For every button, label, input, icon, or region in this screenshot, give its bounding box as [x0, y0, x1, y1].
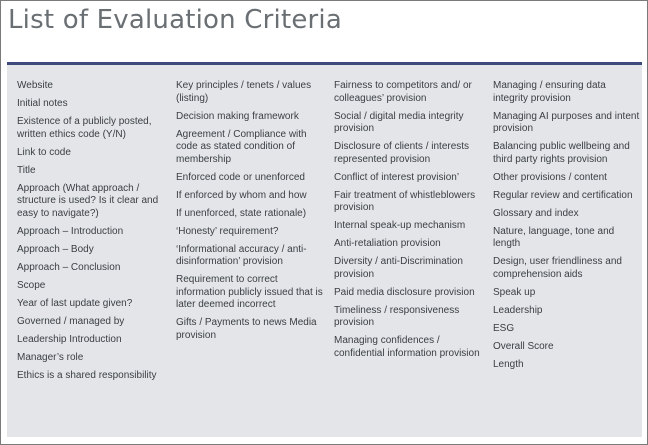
- criteria-item: Title: [17, 164, 36, 176]
- criteria-column-1: [17, 80, 167, 388]
- criteria-item: Year of last update given?: [17, 297, 133, 309]
- criteria-item: Anti-retaliation provision: [334, 238, 441, 249]
- criteria-item: Approach – Conclusion: [17, 261, 121, 273]
- criteria-item: Agreement / Compliance with code as stated condition of membership: [176, 128, 307, 165]
- criteria-item: If enforced by whom and how: [176, 189, 307, 201]
- criteria-item: ‘Honesty’ requirement?: [176, 225, 279, 237]
- criteria-item: Manager’s role: [17, 351, 84, 363]
- criteria-item: Link to code: [17, 146, 71, 158]
- criteria-item: Approach – Introduction: [17, 225, 124, 237]
- criteria-item: Speak up: [493, 286, 536, 298]
- criteria-item: Existence of a publicly posted, written ethics code (Y/N): [17, 116, 152, 140]
- criteria-item: Website: [17, 80, 53, 91]
- criteria-item: If unenforced, state rationale): [176, 207, 307, 219]
- criteria-item: Length: [493, 358, 524, 370]
- criteria-item: Ethics is a shared responsibility: [17, 369, 157, 381]
- criteria-item: Regular review and certification: [493, 189, 633, 201]
- criteria-item: Glossary and index: [493, 207, 579, 219]
- criteria-item: ESG: [493, 322, 515, 334]
- criteria-item: Initial notes: [17, 98, 68, 109]
- criteria-item: Balancing public wellbeing and third party rights provision: [493, 141, 630, 165]
- criteria-item: Enforced code or unenforced: [176, 171, 305, 183]
- criteria-item: Leadership Introduction: [17, 333, 122, 345]
- criteria-item: Diversity / anti-Discrimination provision: [334, 256, 463, 280]
- criteria-item: Disclosure of clients / interests represented provision: [334, 141, 470, 165]
- criteria-item: Internal speak-up mechanism: [334, 220, 466, 231]
- criteria-item: Approach (What approach / structure is used? Is it clear and easy to navigate?): [17, 182, 159, 219]
- criteria-item: Fair treatment of whistleblowers provision: [334, 189, 476, 213]
- criteria-item: Gifts / Payments to news Media provision: [176, 317, 317, 341]
- criteria-column-3: [334, 80, 484, 366]
- criteria-column-2: [176, 80, 326, 348]
- criteria-item: Managing / ensuring data integrity provision: [493, 80, 606, 104]
- criteria-item: Leadership: [493, 304, 543, 316]
- criteria-item: Governed / managed by: [17, 315, 125, 327]
- criteria-item: Nature, language, tone and length: [493, 225, 615, 249]
- criteria-item: Design, user friendliness and comprehension aids: [493, 256, 622, 280]
- criteria-column-4: [493, 80, 643, 377]
- criteria-item: Paid media disclosure provision: [334, 286, 475, 298]
- criteria-panel: [7, 65, 642, 437]
- criteria-item: Approach – Body: [17, 243, 94, 255]
- criteria-item: Fairness to competitors and/ or colleagues’ provision: [334, 80, 472, 104]
- criteria-item: Other provisions / content: [493, 171, 607, 183]
- page-title: List of Evaluation Criteria: [8, 5, 342, 35]
- criteria-item: Scope: [17, 279, 46, 291]
- criteria-item: Overall Score: [493, 340, 554, 352]
- criteria-item: Key principles / tenets / values (listing): [176, 80, 312, 104]
- criteria-item: Managing AI purposes and intent provision: [493, 110, 640, 134]
- criteria-item: ‘Informational accuracy / anti-disinformation’ provision: [176, 243, 307, 267]
- criteria-item: Decision making framework: [176, 110, 299, 122]
- criteria-item: Requirement to correct information publicly issued that is later deemed incorrect: [176, 274, 323, 310]
- criteria-item: Timeliness / responsiveness provision: [334, 304, 460, 328]
- criteria-item: Managing confidences / confidential information provision: [334, 335, 480, 359]
- criteria-item: Social / digital media integrity provision: [334, 110, 464, 134]
- criteria-item: Conflict of interest provision’: [334, 171, 460, 183]
